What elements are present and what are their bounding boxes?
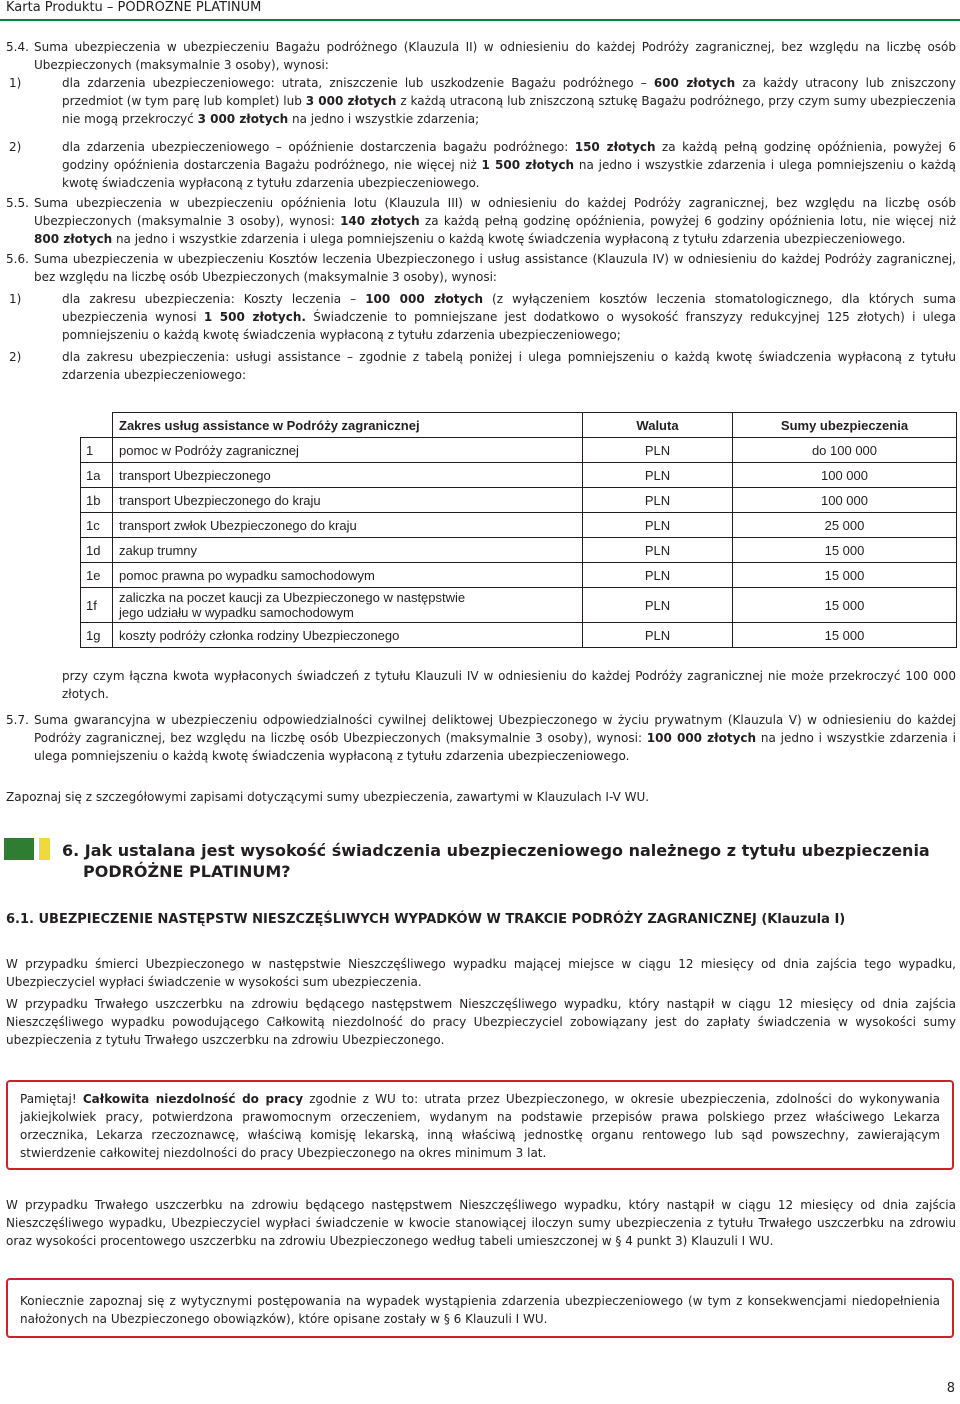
section-6-1-paragraph-3: W przypadku Trwałego uszczerbku na zdrowiu będącego następstwem Nieszczęśliwego wypadku, który nastąpił w ciągu 12 miesięcy od dnia zajścia Nieszczęśliwego wypadku, Ubezpieczyciel wypłaci świadczenie w kwocie stanowiącej iloczyn sumy ubezpieczenia z tytułu Trwałego uszczerbku na zdrowiu oraz wysokości procentowego uszczerbku na zdrowiu Ubezpieczonego według tabeli umieszczonej w § 4 punkt 3) Klauzuli I WU.: [6, 1198, 956, 1248]
row-currency: PLN: [583, 438, 733, 463]
row-currency: PLN: [583, 513, 733, 538]
page-header-title: Karta Produktu – PODRÓŻNE PLATINUM: [6, 0, 262, 15]
table-header-amount: Sumy ubezpieczenia: [733, 413, 957, 438]
table-row: [81, 463, 957, 488]
row-id: 1b: [81, 488, 113, 513]
row-amount: 100 000: [733, 488, 957, 513]
row-amount: do 100 000: [733, 438, 957, 463]
table-header-currency: Waluta: [583, 413, 733, 438]
row-currency: PLN: [583, 588, 733, 623]
reminder-box: [6, 1080, 954, 1170]
table-row: [81, 513, 957, 538]
row-amount: 15 000: [733, 588, 957, 623]
section-5-4-number: 5.4.: [6, 40, 29, 54]
row-name: zakup trumny: [113, 538, 583, 563]
row-id: 1d: [81, 538, 113, 563]
s56-item1-number: 1): [9, 292, 22, 306]
row-id: 1: [81, 438, 113, 463]
table-row: [81, 588, 957, 623]
row-amount: 15 000: [733, 538, 957, 563]
table-row: [81, 623, 957, 648]
s54-item2-text: dla zdarzenia ubezpieczeniowego – opóźnienie dostarczenia bagażu podróżnego: 150 złotych za każdą pełną godzinę opóźnienia, powyżej 6 godziny opóźnienia dostarczenia Bagażu podróżnego, nie więcej niż 1 500 złotych na jedno i wszystkie zdarzenia i ulega pomniejszeniu o każdą kwotę świadczenia wypłaconą z tytułu zdarzenia ubezpieczeniowego.: [62, 140, 957, 190]
row-name: pomoc w Podróży zagranicznej: [113, 438, 583, 463]
table-header-scope: Zakres usług assistance w Podróży zagranicznej: [113, 413, 583, 438]
table-header-empty: [81, 413, 113, 438]
row-currency: PLN: [583, 563, 733, 588]
table-row: [81, 438, 957, 463]
s56-item2-number: 2): [9, 350, 22, 364]
section-5-7-number: 5.7.: [6, 713, 29, 727]
section-5-5-text: Suma ubezpieczenia w ubezpieczeniu opóźnienia lotu (Klauzula III) w odniesieniu do każdej Podróży zagranicznej, bez względu na liczbę osób Ubezpieczonych (maksymalnie 3 osoby), wynosi: 140 złotych za każdą pełną godzinę opóźnienia, powyżej 6 godziny opóźnienia lotu, nie więcej niż 800 złotych na jedno i wszystkie zdarzenia i ulega pomniejszeniu o każdą kwotę świadczenia wypłaconą z tytułu zdarzenia ubezpieczeniowego.: [34, 196, 957, 246]
row-id: 1g: [81, 623, 113, 648]
table-note: przy czym łączna kwota wypłaconych świadczeń z tytułu Klauzuli IV w odniesieniu do każdej Podróży zagranicznej nie może przekroczyć 100 000 złotych.: [62, 669, 956, 701]
section-6-1-paragraph-1: W przypadku śmierci Ubezpieczonego w następstwie Nieszczęśliwego wypadku mającej miejsce w ciągu 12 miesięcy od dnia zajścia tego wypadku, Ubezpieczyciel wypłaci świadczenie w wysokości sum ubezpieczenia.: [6, 957, 956, 989]
section-6-title: 6. Jak ustalana jest wysokość świadczenia ubezpieczeniowego należnego z tytułu ubezpieczenia PODRÓŻNE PLATINUM?: [62, 841, 930, 881]
row-currency: PLN: [583, 463, 733, 488]
row-amount: 15 000: [733, 623, 957, 648]
section-5-6-number: 5.6.: [6, 252, 29, 266]
guidelines-box: [6, 1278, 954, 1338]
heading-green-square: [4, 838, 34, 860]
s56-item1-text: dla zakresu ubezpieczenia: Koszty leczenia – 100 000 złotych (z wyłączeniem kosztów leczenia stomatologicznego, dla których suma ubezpieczenia wynosi 1 500 złotych. Świadczenie to pomniejszane jest dodatkowo o wysokość franszyzy redukcyjnej 125 złotych) i ulega pomniejszeniu o każdą kwotę świadczenia wypłaconą z tytułu zdarzenia ubezpieczeniowego;: [62, 292, 957, 342]
row-id: 1c: [81, 513, 113, 538]
row-currency: PLN: [583, 623, 733, 648]
table-header-row: [81, 413, 957, 438]
row-id: 1e: [81, 563, 113, 588]
row-name: koszty podróży członka rodziny Ubezpieczonego: [113, 623, 583, 648]
row-amount: 100 000: [733, 463, 957, 488]
s54-item1-number: 1): [9, 76, 22, 90]
row-amount: 25 000: [733, 513, 957, 538]
table-row: [81, 488, 957, 513]
row-name: transport Ubezpieczonego do kraju: [113, 488, 583, 513]
row-id: 1a: [81, 463, 113, 488]
assistance-table: [80, 412, 957, 648]
heading-yellow-square: [39, 838, 50, 860]
table-row: [81, 538, 957, 563]
header-divider: [0, 19, 960, 21]
section-5-5-number: 5.5.: [6, 196, 29, 210]
guidelines-text: Koniecznie zapoznaj się z wytycznymi postępowania na wypadek wystąpienia zdarzenia ubezpieczeniowego (w tym z konsekwencjami niedopełnienia nałożonych na Ubezpieczonego obowiązków), które opisane zostały w § 6 Klauzuli I WU.: [20, 1294, 940, 1326]
row-currency: PLN: [583, 488, 733, 513]
s54-item2-number: 2): [9, 140, 22, 154]
section-6-1-subtitle: 6.1. UBEZPIECZENIE NASTĘPSTW NIESZCZĘŚLIWYCH WYPADKÓW W TRAKCIE PODRÓŻY ZAGRANICZNEJ (Klauzula I): [6, 912, 846, 927]
row-name: pomoc prawna po wypadku samochodowym: [113, 563, 583, 588]
section-6-1-paragraph-2: W przypadku Trwałego uszczerbku na zdrowiu będącego następstwem Nieszczęśliwego wypadku, który nastąpił w ciągu 12 miesięcy od dnia zajścia Nieszczęśliwego wypadku powodującego Całkowitą niezdolność do pracy Ubezpieczyciel zobowiązany jest do zapłaty świadczenia w wysokości sumy ubezpieczenia z tytułu Trwałego uszczerbku na zdrowiu Ubezpieczonego.: [6, 997, 956, 1047]
row-amount: 15 000: [733, 563, 957, 588]
row-currency: PLN: [583, 538, 733, 563]
page-number: 8: [946, 1381, 955, 1396]
section-5-4-intro: Suma ubezpieczenia w ubezpieczeniu Bagażu podróżnego (Klauzula II) w odniesieniu do każdej Podróży zagranicznej, bez względu na liczbę osób Ubezpieczonych (maksymalnie 3 osoby), wynosi:: [34, 40, 956, 72]
row-name: transport Ubezpieczonego: [113, 463, 583, 488]
row-id: 1f: [81, 588, 113, 623]
row-name: transport zwłok Ubezpieczonego do kraju: [113, 513, 583, 538]
row-name: zaliczka na poczet kaucji za Ubezpieczonego w następstwie jego udziału w wypadku samochodowym: [113, 588, 583, 623]
reminder-text: Pamiętaj! Całkowita niezdolność do pracy zgodnie z WU to: utrata przez Ubezpieczonego, w okresie ubezpieczenia, zdolności do wykonywania jakiejkolwiek pracy, potwierdzona prawomocnym orzeczeniem, wydanym na podstawie przepisów prawa polskiego przez właściwego Lekarza orzecznika, Lekarza rzeczoznawcę, właściwą komisję lekarską, inną właściwą jednostkę organu rentowego lub sąd powszechny, zawierającym stwierdzenie całkowitej niezdolności do pracy Ubezpieczonego na okres minimum 3 lat.: [20, 1092, 940, 1160]
s56-item2-text: dla zakresu ubezpieczenia: usługi assistance – zgodnie z tabelą poniżej i ulega pomniejszeniu o każdą kwotę świadczenia wypłaconą z tytułu zdarzenia ubezpieczeniowego:: [62, 350, 956, 382]
section-5-6-intro: Suma ubezpieczenia w ubezpieczeniu Kosztów leczenia Ubezpieczonego i usług assistance (Klauzula IV) w odniesieniu do każdej Podróży zagranicznej, bez względu na liczbę osób Ubezpieczonych (maksymalnie 3 osoby), wynosi:: [34, 252, 956, 284]
table-row: [81, 563, 957, 588]
refer-note: Zapoznaj się z szczegółowymi zapisami dotyczącymi sumy ubezpieczenia, zawartymi w Klauzulach I-V WU.: [6, 790, 650, 804]
section-5-7-text: Suma gwarancyjna w ubezpieczeniu odpowiedzialności cywilnej deliktowej Ubezpieczonego w życiu prywatnym (Klauzula V) w odniesieniu do każdej Podróży zagranicznej, bez względu na liczbę osób Ubezpieczonych (maksymalnie 3 osoby), wynosi: 100 000 złotych na jedno i wszystkie zdarzenia i ulega pomniejszeniu o każdą kwotę świadczenia wypłaconą z tytułu zdarzenia ubezpieczeniowego.: [34, 713, 956, 763]
s54-item1-text: dla zdarzenia ubezpieczeniowego: utrata, zniszczenie lub uszkodzenie Bagażu podróżnego – 600 złotych za każdy utracony lub zniszczony przedmiot (w tym parę lub komplet) lub 3 000 złotych z każdą utraconą lub zniszczoną sztukę Bagażu podróżnego, przy czym sumy ubezpieczenia nie mogą przekroczyć 3 000 złotych na jedno i wszystkie zdarzenia;: [62, 76, 956, 126]
